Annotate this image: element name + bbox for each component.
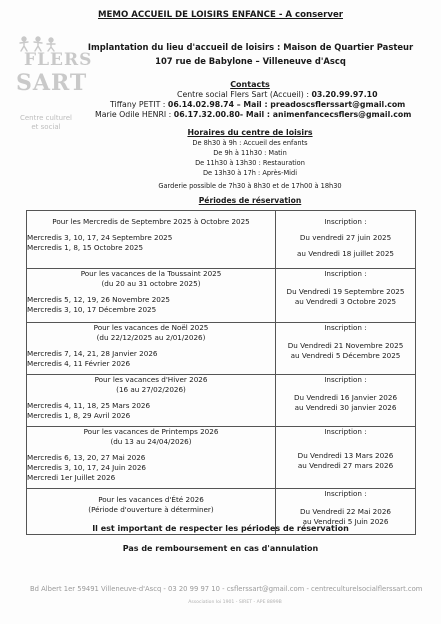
contact-marie-mail-label: - Mail :	[239, 110, 273, 119]
period-dates: Mercredis 7, 14, 21, 28 Janvier 2026	[27, 349, 158, 358]
table-row	[27, 269, 416, 323]
inscription-cell	[276, 323, 416, 375]
period-dates: Mercredis 1, 8, 15 Octobre 2025	[27, 243, 144, 252]
inscription-start: Du Vendredi 21 Novembre 2025	[287, 341, 404, 350]
periods-heading: Périodes de réservation	[198, 196, 302, 205]
inscription-label: Inscription :	[324, 323, 367, 332]
inscription-label: Inscription :	[324, 427, 367, 436]
period-dates: Mercredis 3, 10, 17, 24 Juin 2026	[27, 463, 146, 472]
table-row	[27, 427, 416, 489]
page-title: MEMO ACCUEIL DE LOISIRS ENFANCE - A conserver	[97, 10, 344, 20]
period-dates: Mercredis 3, 10, 17 Décembre 2025	[27, 305, 157, 314]
period-dates: Mercredis 6, 13, 20, 27 Mai 2026	[27, 453, 146, 462]
period-range: (du 20 au 31 octobre 2025)	[101, 279, 201, 288]
hours-heading: Horaires du centre de loisirs	[187, 128, 313, 137]
logo-subtitle-line1: Centre culturel	[19, 114, 73, 122]
footer-legal: Association loi 1901 - SIRET - APE 8899B	[188, 600, 282, 605]
period-title: Pour les Mercredis de Septembre 2025 à Octobre 2025	[52, 217, 250, 226]
period-title: Pour les vacances d'Été 2026	[98, 495, 204, 504]
period-dates: Mercredis 4, 11, 18, 25 Mars 2026	[27, 401, 151, 410]
period-range: (Période d'ouverture à déterminer)	[88, 505, 214, 514]
inscription-start: Du Vendredi 19 Septembre 2025	[286, 287, 405, 296]
garderie-text: Garderie possible de 7h30 à 8h30 et de 17h00 à 18h30	[158, 182, 342, 190]
note-reservation: Il est important de respecter les périodes de réservation	[92, 524, 349, 533]
inscription-label: Inscription :	[324, 217, 367, 226]
inscription-cell	[276, 375, 416, 427]
contact-accueil-label: Centre social Flers Sart (Accueil) :	[177, 90, 312, 99]
location-line2: 107 rue de Babylone – Villeneuve d'Ascq	[155, 56, 346, 66]
inscription-cell	[276, 211, 416, 269]
inscription-end: au Vendredi 27 mars 2026	[297, 461, 394, 470]
inscription-end: au Vendredi 5 Décembre 2025	[290, 351, 401, 360]
table-row	[27, 323, 416, 375]
reservation-table	[26, 210, 416, 535]
contact-tiffany-mail-label: – Mail :	[234, 100, 271, 109]
logo-subtitle	[14, 114, 78, 132]
inscription-start: Du Vendredi 16 Janvier 2026	[293, 393, 398, 402]
inscription-start: Du Vendredi 13 Mars 2026	[297, 451, 394, 460]
table-row	[27, 211, 416, 269]
note-refund: Pas de remboursement en cas d'annulation	[122, 544, 319, 553]
contacts-heading: Contacts	[230, 80, 270, 89]
hours-line: De 11h30 à 13h30 : Restauration	[195, 159, 305, 167]
inscription-end: au Vendredi 5 Juin 2026	[302, 517, 389, 526]
contact-tiffany	[110, 100, 405, 109]
period-title: Pour les vacances de la Toussaint 2025	[80, 269, 222, 278]
inscription-end: au Vendredi 3 Octobre 2025	[294, 297, 397, 306]
hours-line: De 13h30 à 17h : Après-Midi	[202, 169, 298, 177]
contact-marie-label: Marie Odile HENRI :	[95, 110, 174, 119]
period-dates: Mercredis 5, 12, 19, 26 Novembre 2025	[27, 295, 170, 304]
period-dates: Mercredi 1er Juillet 2026	[27, 473, 116, 482]
period-dates: Mercredis 3, 10, 17, 24 Septembre 2025	[27, 233, 173, 242]
contact-marie-odile	[95, 110, 411, 119]
inscription-start: Du vendredi 27 juin 2025	[299, 233, 392, 242]
contact-tiffany-mail: preadoscsflerssart@gmail.com	[270, 100, 406, 109]
inscription-end: au Vendredi 30 janvier 2026	[294, 403, 397, 412]
contact-marie-mail: animenfancecsflers@gmail.com	[272, 110, 412, 119]
footer-address: Bd Albert 1er 59491 Villeneuve-d'Ascq - 03 20 99 97 10 - csflerssart@gmail.com - centreculturelsocialflerssart.com	[30, 585, 423, 593]
hours-line: De 8h30 à 9h : Accueil des enfants	[192, 139, 308, 147]
logo-subtitle-line2: et social	[31, 123, 61, 131]
contact-accueil	[177, 90, 378, 99]
period-cell	[27, 211, 276, 269]
inscription-label: Inscription :	[324, 269, 367, 278]
inscription-cell	[276, 269, 416, 323]
inscription-label: Inscription :	[324, 375, 367, 384]
logo-text-sart: SART	[16, 70, 88, 96]
location-line1: Implantation du lieu d'accueil de loisirs : Maison de Quartier Pasteur	[87, 42, 414, 52]
period-dates: Mercredis 4, 11 Février 2026	[27, 359, 131, 368]
period-cell	[27, 269, 276, 323]
period-title: Pour les vacances de Noël 2025	[93, 323, 209, 332]
period-title: Pour les vacances de Printemps 2026	[83, 427, 219, 436]
inscription-start: Du Vendredi 22 Mai 2026	[300, 507, 391, 516]
inscription-cell	[276, 427, 416, 489]
period-range: (du 13 au 24/04/2026)	[110, 437, 192, 446]
inscription-end: au Vendredi 18 juillet 2025	[297, 249, 394, 258]
contact-marie-phone: 06.17.32.00.80	[173, 110, 240, 119]
period-dates: Mercredis 1, 8, 29 Avril 2026	[27, 411, 131, 420]
contact-tiffany-label: Tiffany PETIT :	[110, 100, 168, 109]
inscription-label: Inscription :	[324, 489, 367, 498]
table-row	[27, 375, 416, 427]
contact-tiffany-phone: 06.14.02.98.74	[167, 100, 235, 109]
period-cell	[27, 427, 276, 489]
period-cell	[27, 323, 276, 375]
hours-line: De 9h à 11h30 : Matin	[213, 149, 287, 157]
period-cell	[27, 375, 276, 427]
logo-text-flers: FLERS	[24, 50, 93, 70]
contact-accueil-phone: 03.20.99.97.10	[311, 90, 378, 99]
period-range: (16 au 27/02/2026)	[116, 385, 186, 394]
period-range: (du 22/12/2025 au 2/01/2026)	[96, 333, 206, 342]
period-title: Pour les vacances d'Hiver 2026	[94, 375, 208, 384]
